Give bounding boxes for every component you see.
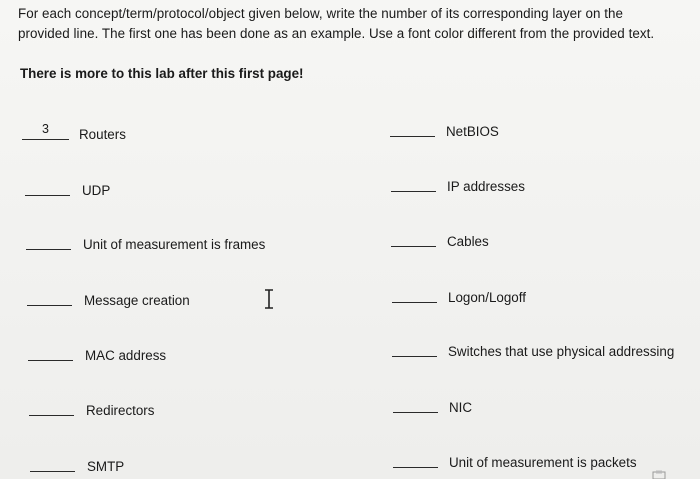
item-label: Routers [79,127,126,142]
left-item-udp [25,178,325,198]
answer-blank[interactable] [391,191,436,192]
item-label: Unit of measurement is frames [83,237,266,252]
right-item-logon-logoff [392,285,692,305]
item-label: MAC address [85,348,167,363]
item-label: NetBIOS [446,124,499,139]
item-label: Cables [447,234,489,249]
item-label: Redirectors [86,403,155,418]
answer-blank[interactable] [392,302,437,303]
right-item-netbios [390,119,690,139]
left-item-mac-address [28,343,328,363]
item-label: IP addresses [447,179,525,194]
paste-options-icon[interactable] [652,470,666,479]
more-lab-note: There is more to this lab after this first page! [20,66,304,81]
answer-blank[interactable] [392,356,437,357]
answer-value: 3 [42,122,49,136]
left-item-routers [22,122,322,142]
right-item-cables [391,229,691,249]
instructions-line-2: provided line. The first one has been done as an example. Use a font color different from the provided text. [18,26,655,41]
instructions [18,4,698,44]
right-item-switches [392,339,698,359]
item-label: Unit of measurement is packets [449,455,637,470]
right-item-nic [393,395,693,415]
instructions-line-1: For each concept/term/protocol/object given below, write the number of its corresponding layer on the [18,6,623,21]
left-item-redirectors [29,398,329,418]
item-label: Switches that use physical addressing [448,344,675,359]
item-label: NIC [449,400,473,415]
item-label: Logon/Logoff [448,290,526,305]
text-cursor-icon [262,288,276,310]
answer-blank[interactable] [22,122,69,140]
answer-blank[interactable] [390,136,435,137]
left-item-smtp [30,454,330,474]
answer-blank[interactable] [27,305,72,306]
answer-blank[interactable] [26,249,71,250]
answer-blank[interactable] [30,471,75,472]
answer-blank[interactable] [393,412,438,413]
left-item-frames [26,232,326,252]
answer-blank[interactable] [393,467,438,468]
item-label: Message creation [84,293,190,308]
right-item-packets [393,450,693,470]
right-item-ip-addresses [391,174,691,194]
left-item-message-creation [27,288,327,308]
item-label: UDP [82,183,111,198]
answer-blank[interactable] [25,195,70,196]
item-label: SMTP [87,459,125,474]
answer-blank[interactable] [391,246,436,247]
answer-blank[interactable] [29,415,74,416]
answer-blank[interactable] [28,360,73,361]
